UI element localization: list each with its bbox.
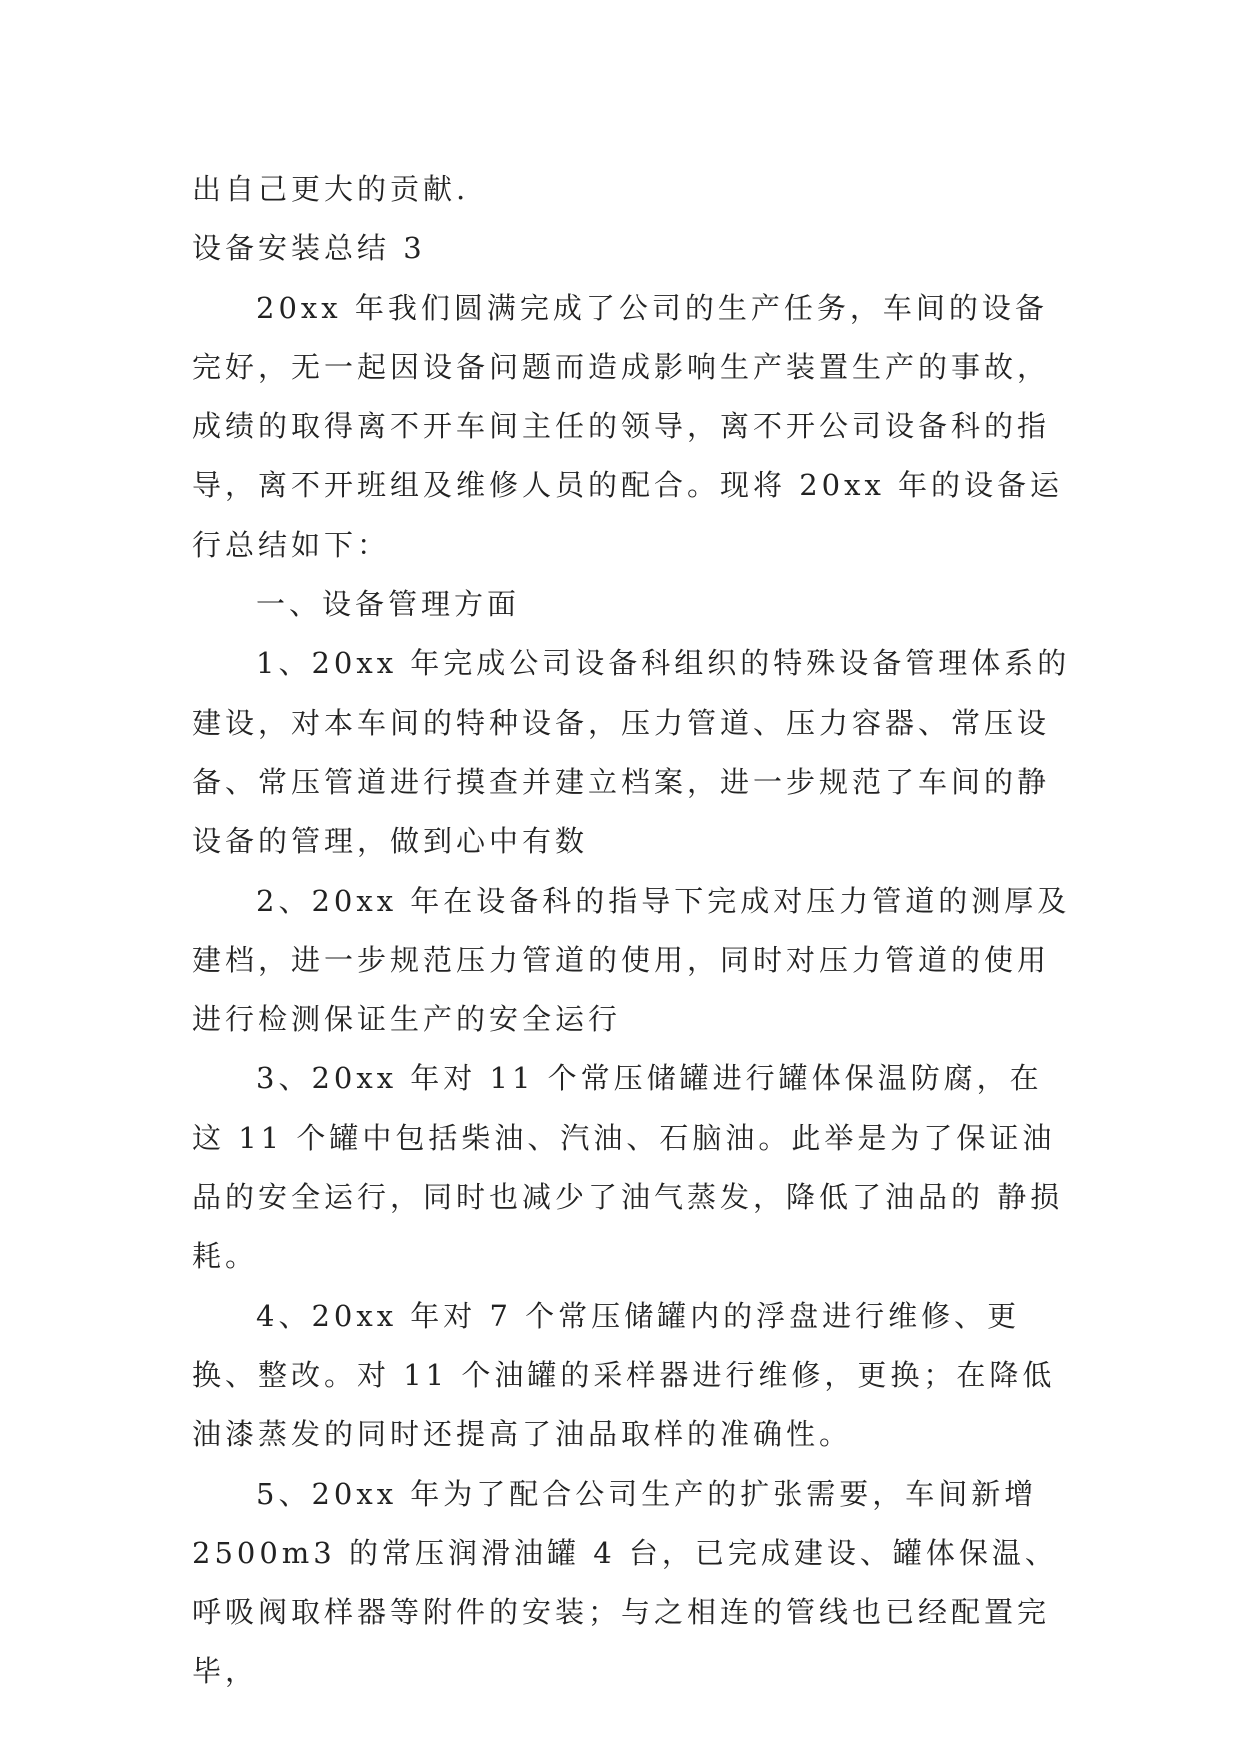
paragraph-intro: 20xx 年我们圆满完成了公司的生产任务，车间的设备完好，无一起因设备问题而造成影响生产装置生产的事故，成绩的取得离不开车间主任的领导，离不开公司设备科的指导，离不开班组及维修人员的配合。现将 20xx 年的设备运行总结如下： [192, 290, 1064, 562]
list-item-2: 2、20xx 年在设备科的指导下完成对压力管道的测厚及建档，进一步规范压力管道的使用，同时对压力管道的使用进行检测保证生产的安全运行 [192, 883, 1071, 1037]
list-item-4: 4、20xx 年对 7 个常压储罐内的浮盘进行维修、更换、整改。对 11 个油罐的采样器进行维修，更换；在降低油漆蒸发的同时还提高了油品取样的准确性。 [192, 1298, 1056, 1452]
list-item-5: 5、20xx 年为了配合公司生产的扩张需要，车间新增 2500m3 的常压润滑油罐 4 台，已完成建设、罐体保温、呼吸阀取样器等附件的安装；与之相连的管线也已经配置完毕， [192, 1476, 1058, 1689]
list-item-3: 3、20xx 年对 11 个常压储罐进行罐体保温防腐，在这 11 个罐中包括柴油、汽油、石脑油。此举是为了保证油品的安全运行，同时也减少了油气蒸发，降低了油品的 静损耗。 [192, 1061, 1064, 1274]
list-item-1: 1、20xx 年完成公司设备科组织的特殊设备管理体系的建设，对本车间的特种设备，压力管道、压力容器、常压设备、常压管道进行摸查并建立档案，进一步规范了车间的静设备的管理，做到心中有数 [192, 646, 1071, 859]
document-body [192, 160, 1072, 1702]
paragraph-continuation: 出自己更大的贡献. [192, 172, 470, 206]
section-heading: 设备安装总结 3 [192, 231, 426, 266]
subsection-heading: 一、设备管理方面 [256, 587, 521, 622]
